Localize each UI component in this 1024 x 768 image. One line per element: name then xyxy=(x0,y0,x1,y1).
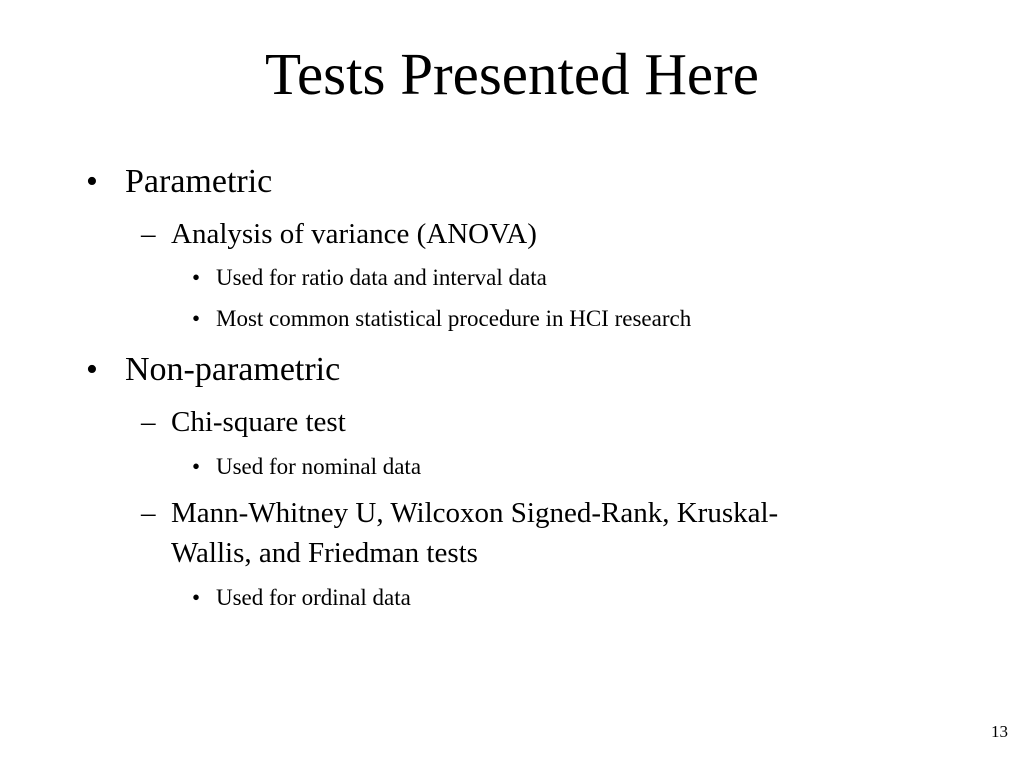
subsubbullet-ordinal xyxy=(0,584,1024,612)
bullet-marker: • xyxy=(192,265,201,290)
bullet-marker: • xyxy=(86,351,98,388)
subsubbullet-text: Most common statistical procedure in HCI research xyxy=(216,306,692,331)
slide-title: Tests Presented Here xyxy=(265,41,759,107)
bullet-marker: • xyxy=(192,585,201,610)
subbullet-rank-tests-continued xyxy=(0,536,1024,570)
page-number: 13 xyxy=(991,722,1008,741)
subsubbullet-text: Used for nominal data xyxy=(216,454,422,479)
subbullet-rank-tests xyxy=(0,496,1024,530)
subbullet-text: Chi-square test xyxy=(171,406,346,438)
subsubbullet-most-common xyxy=(0,305,1024,333)
dash-marker: – xyxy=(141,497,156,529)
bullet-non-parametric xyxy=(0,350,1024,390)
bullet-marker: • xyxy=(192,454,201,479)
subsubbullet-text: Used for ratio data and interval data xyxy=(216,265,547,290)
bullet-marker: • xyxy=(86,163,98,200)
bullet-text: Parametric xyxy=(125,163,273,200)
dash-marker: – xyxy=(141,218,156,250)
subbullet-text-line2: Wallis, and Friedman tests xyxy=(171,537,478,569)
subbullet-chi-square xyxy=(0,405,1024,439)
bullet-marker: • xyxy=(192,306,201,331)
dash-marker: – xyxy=(141,406,156,438)
subsubbullet-text: Used for ordinal data xyxy=(216,585,411,610)
bullet-text: Non-parametric xyxy=(125,351,341,388)
subsubbullet-nominal xyxy=(0,453,1024,481)
subbullet-anova xyxy=(0,217,1024,251)
subsubbullet-ratio-interval xyxy=(0,264,1024,292)
subbullet-text: Analysis of variance (ANOVA) xyxy=(171,218,537,250)
subbullet-text-line1: Mann-Whitney U, Wilcoxon Signed-Rank, Kruskal- xyxy=(171,497,779,529)
bullet-parametric xyxy=(0,162,1024,202)
